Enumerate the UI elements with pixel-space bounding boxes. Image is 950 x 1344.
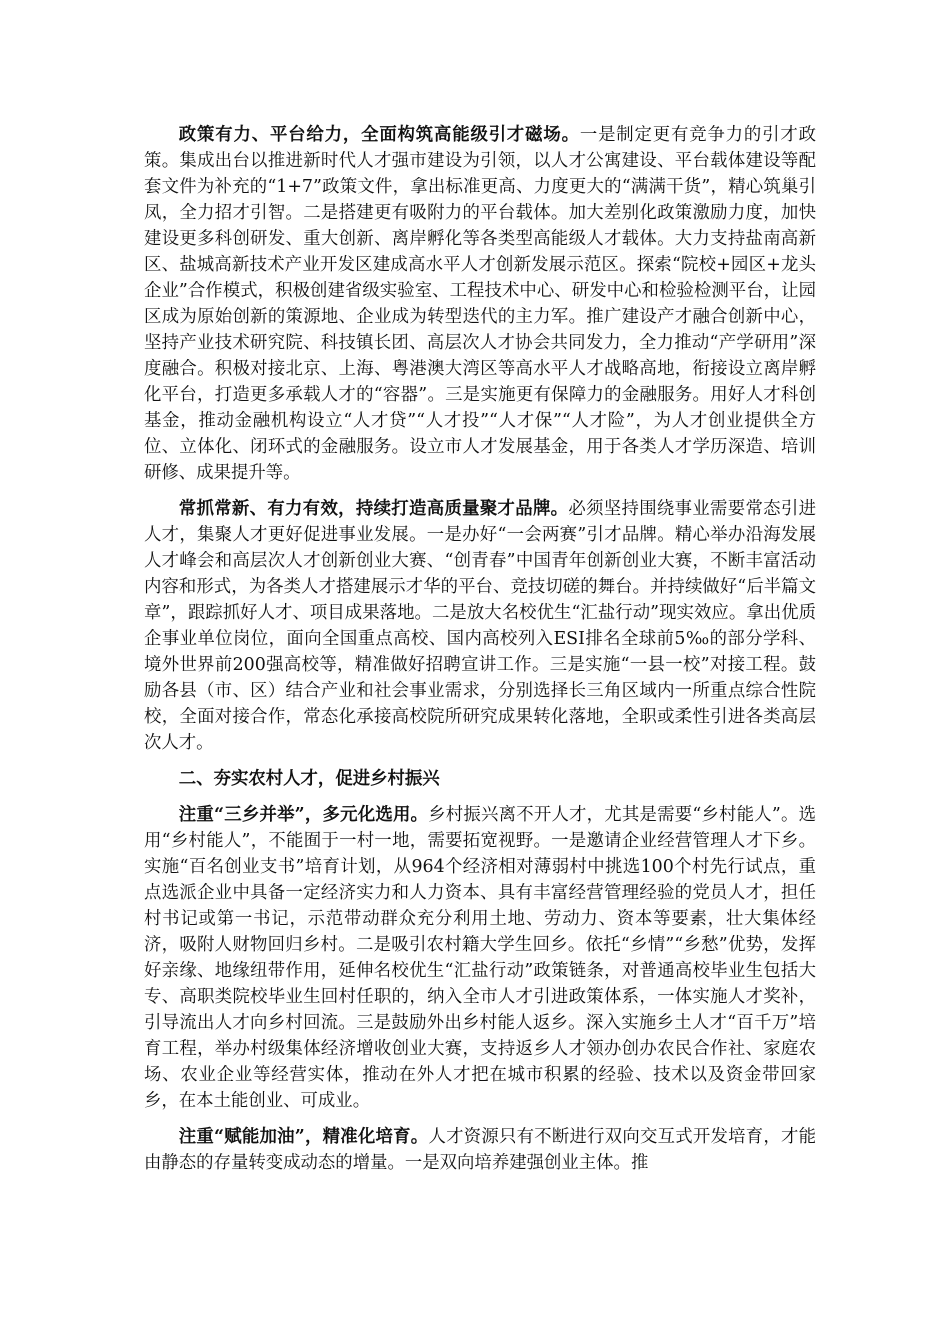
- paragraph-body: 一是制定更有竞争力的引才政策。集成出台以推进新时代人才强市建设为引领，以人才公寓建设、平台载体建设等配套文件为补充的“1+7”政策文件，拿出标准更高、力度更大的“满满干货”，精心筑巢引凤，全力招才引智。二是搭建更有吸附力的平台载体。加大差别化政策激励力度，加快建设更多科创研发、重大创新、离岸孵化等各类型高能级人才载体。大力支持盐南高新区、盐城高新技术产业开发区建成高水平人才创新发展示范区。探索“院校+园区+龙头企业”合作模式，积极创建省级实验室、工程技术中心、研发中心和检验检测平台，让园区成为原始创新的策源地、企业成为转型迭代的主力军。推广建设产才融合创新中心，坚持产业技术研究院、科技镇长团、高层次人才协会共同发力，全力推动“产学研用”深度融合。积极对接北京、上海、粤港澳大湾区等高水平人才战略高地，衔接设立离岸孵化平台，打造更多承载人才的“容器”。三是实施更有保障力的金融服务。用好人才科创基金，推动金融机构设立“人才贷”“人才投”“人才保”“人才险”，为人才创业提供全方位、立体化、闭环式的金融服务。设立市人才发展基金，用于各类人才学历深造、培训研修、成果提升等。: [144, 125, 816, 483]
- paragraph-lead: 常抓常新、有力有效，持续打造高质量聚才品牌。: [178, 499, 569, 519]
- paragraph-body: 人才资源只有不断进行双向交互式开发培育，才能由静态的存量转变成动态的增量。一是双向培养建强创业主体。推: [144, 1127, 816, 1173]
- document-page: [144, 122, 816, 1186]
- paragraph-lead: 政策有力、平台给力，全面构筑高能级引才磁场。: [178, 125, 580, 145]
- paragraph-lead: 注重“赋能加油”，精准化培育。: [178, 1127, 429, 1147]
- paragraph-lead: 注重“三乡并举”，多元化选用。: [178, 805, 429, 825]
- paragraph-talent-magnet: [144, 122, 816, 486]
- section-heading: 二、夯实农村人才，促进乡村振兴: [178, 769, 440, 789]
- paragraph-talent-brand: [144, 496, 816, 756]
- paragraph-body: 乡村振兴离不开人才，尤其是需要“乡村能人”。选用“乡村能人”，不能囿于一村一地，需要拓宽视野。一是邀请企业经营管理人才下乡。实施“百名创业支书”培育计划，从964个经济相对薄弱村中挑选100个村先行试点，重点选派企业中具备一定经济实力和人力资本、具有丰富经营管理经验的党员人才，担任村书记或第一书记，示范带动群众充分利用土地、劳动力、资本等要素，壮大集体经济，吸附人财物回归乡村。二是吸引农村籍大学生回乡。依托“乡情”“乡愁”优势，发挥好亲缘、地缘纽带作用，延伸名校优生“汇盐行动”政策链条，对普通高校毕业生包括大专、高职类院校毕业生回村任职的，纳入全市人才引进政策体系，一体实施人才奖补，引导流出人才向乡村回流。三是鼓励外出乡村能人返乡。深入实施乡土人才“百千万”培育工程，举办村级集体经济增收创业大赛，支持返乡人才领办创办农民合作社、家庭农场、农业企业等经营实体，推动在外人才把在城市积累的经验、技术以及资金带回家乡，在本土能创业、可成业。: [144, 805, 816, 1111]
- paragraph-body: 必须坚持围绕事业需要常态引进人才，集聚人才更好促进事业发展。一是办好“一会两赛”引才品牌。精心举办沿海发展人才峰会和高层次人才创新创业大赛、“创青春”中国青年创新创业大赛，不断丰富活动内容和形式，为各类人才搭建展示才华的平台、竞技切磋的舞台。并持续做好“后半篇文章”，跟踪抓好人才、项目成果落地。二是放大名校优生“汇盐行动”现实效应。拿出优质企事业单位岗位，面向全国重点高校、国内高校列入ESI排名全球前5‰的部分学科、境外世界前200强高校等，精准做好招聘宣讲工作。三是实施“一县一校”对接工程。鼓励各县（市、区）结合产业和社会事业需求，分别选择长三角区域内一所重点综合性院校，全面对接合作，常态化承接高校院所研究成果转化落地，全职或柔性引进各类高层次人才。: [144, 499, 816, 753]
- paragraph-rural-selection: [144, 802, 816, 1114]
- paragraph-rural-training: [144, 1124, 816, 1176]
